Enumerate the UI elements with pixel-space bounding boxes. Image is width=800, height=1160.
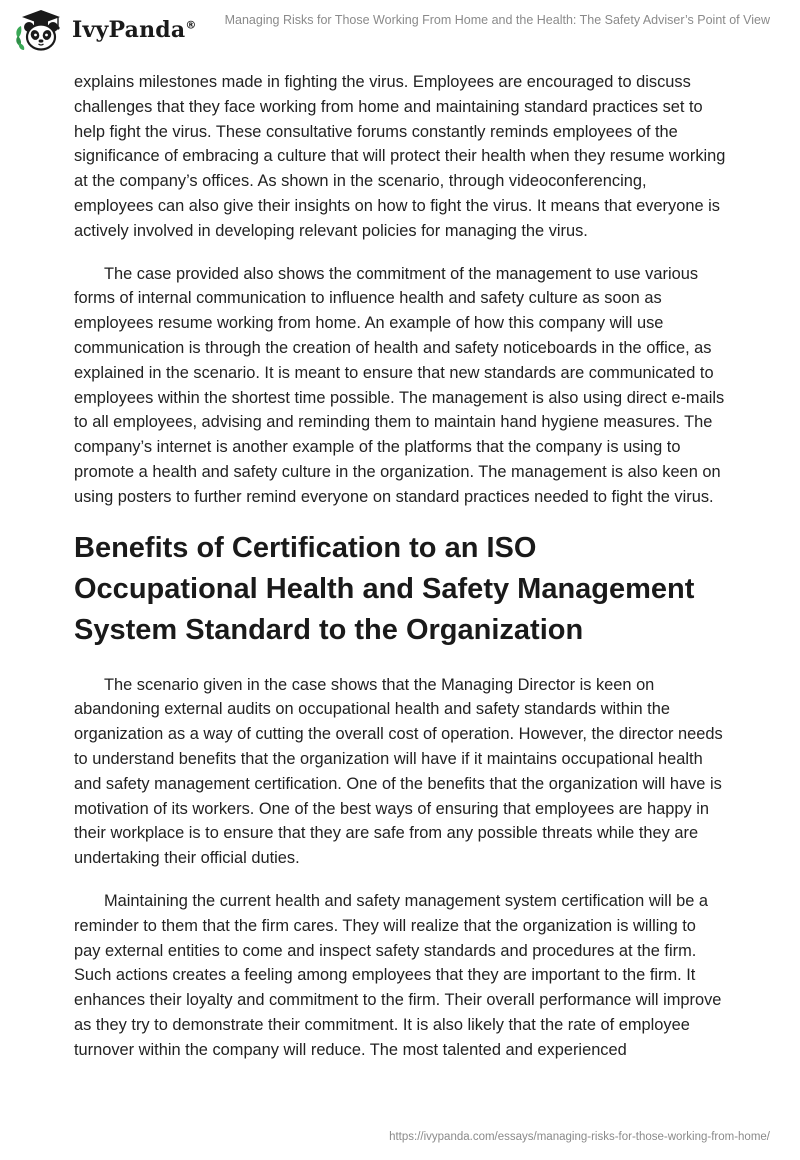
page-header <box>0 0 800 62</box>
paragraph: Maintaining the current health and safety management system certification will be a reminder to them that the firm cares. They will realize that the organization is willing to pay external entities to come and inspect safety standards and procedures at the firm. Such actions creates a feeling among employees that they are important to the firm. It enhances their loyalty and commitment to the firm. Their overall performance will improve as they try to demonstrate their commitment. It is also likely that the rate of employee turnover within the company will reduce. The most talented and experienced <box>74 891 722 1059</box>
paragraph: The case provided also shows the commitment of the management to use various forms of internal communication to influence health and safety culture as soon as employees resume working from home. An example of how this company will use communication is through the creation of health and safety noticeboards in the office, as explained in the scenario. It is meant to ensure that new standards are communicated to employees within the shortest time possible. The management is also using direct e-mails to all employees, advising and reminding them to maintain hand hygiene measures. The company’s internet is another example of the platforms that the company is using to promote a health and safety culture in the organization. The management is also keen on using posters to further remind everyone on standard practices needed to fight the virus. <box>74 264 725 506</box>
logo-text: IvyPanda <box>72 17 186 43</box>
essay-body <box>74 70 726 1063</box>
source-url[interactable]: https://ivypanda.com/essays/managing-risks-for-those-working-from-home/ <box>389 1131 770 1143</box>
registered-mark: ® <box>185 18 197 32</box>
ivypanda-logo[interactable] <box>14 8 197 52</box>
paragraph: explains milestones made in fighting the virus. Employees are encouraged to discuss challenges that they face working from home and maintaining standard practices set to help fight the virus. These consultative forums constantly reminds employees of the significance of embracing a culture that will protect their health when they resume working at the company’s offices. As shown in the scenario, through videoconferencing, employees can also give their insights on how to fight the virus. It means that everyone is actively involved in developing relevant policies for managing the virus. <box>74 73 726 240</box>
document-title: Managing Risks for Those Working From Home and the Health: The Safety Adviser’s Point of View <box>224 13 770 27</box>
logo-wordmark <box>72 17 197 43</box>
paragraph: The scenario given in the case shows that the Managing Director is keen on abandoning external audits on occupational health and safety standards within the organization as a way of cutting the overall cost of operation. However, the director needs to understand benefits that the organization will have if it maintains occupational health and safety management certification. One of the benefits that the organization will have is motivation of its workers. One of the best ways of ensuring that employees are happy in their workplace is to ensure that they are safe from any possible threats while they are undertaking their official duties. <box>74 675 723 868</box>
panda-graduate-icon <box>14 8 66 52</box>
section-heading: Benefits of Certification to an ISO Occupational Health and Safety Management System Standard to the Organization <box>74 531 695 646</box>
